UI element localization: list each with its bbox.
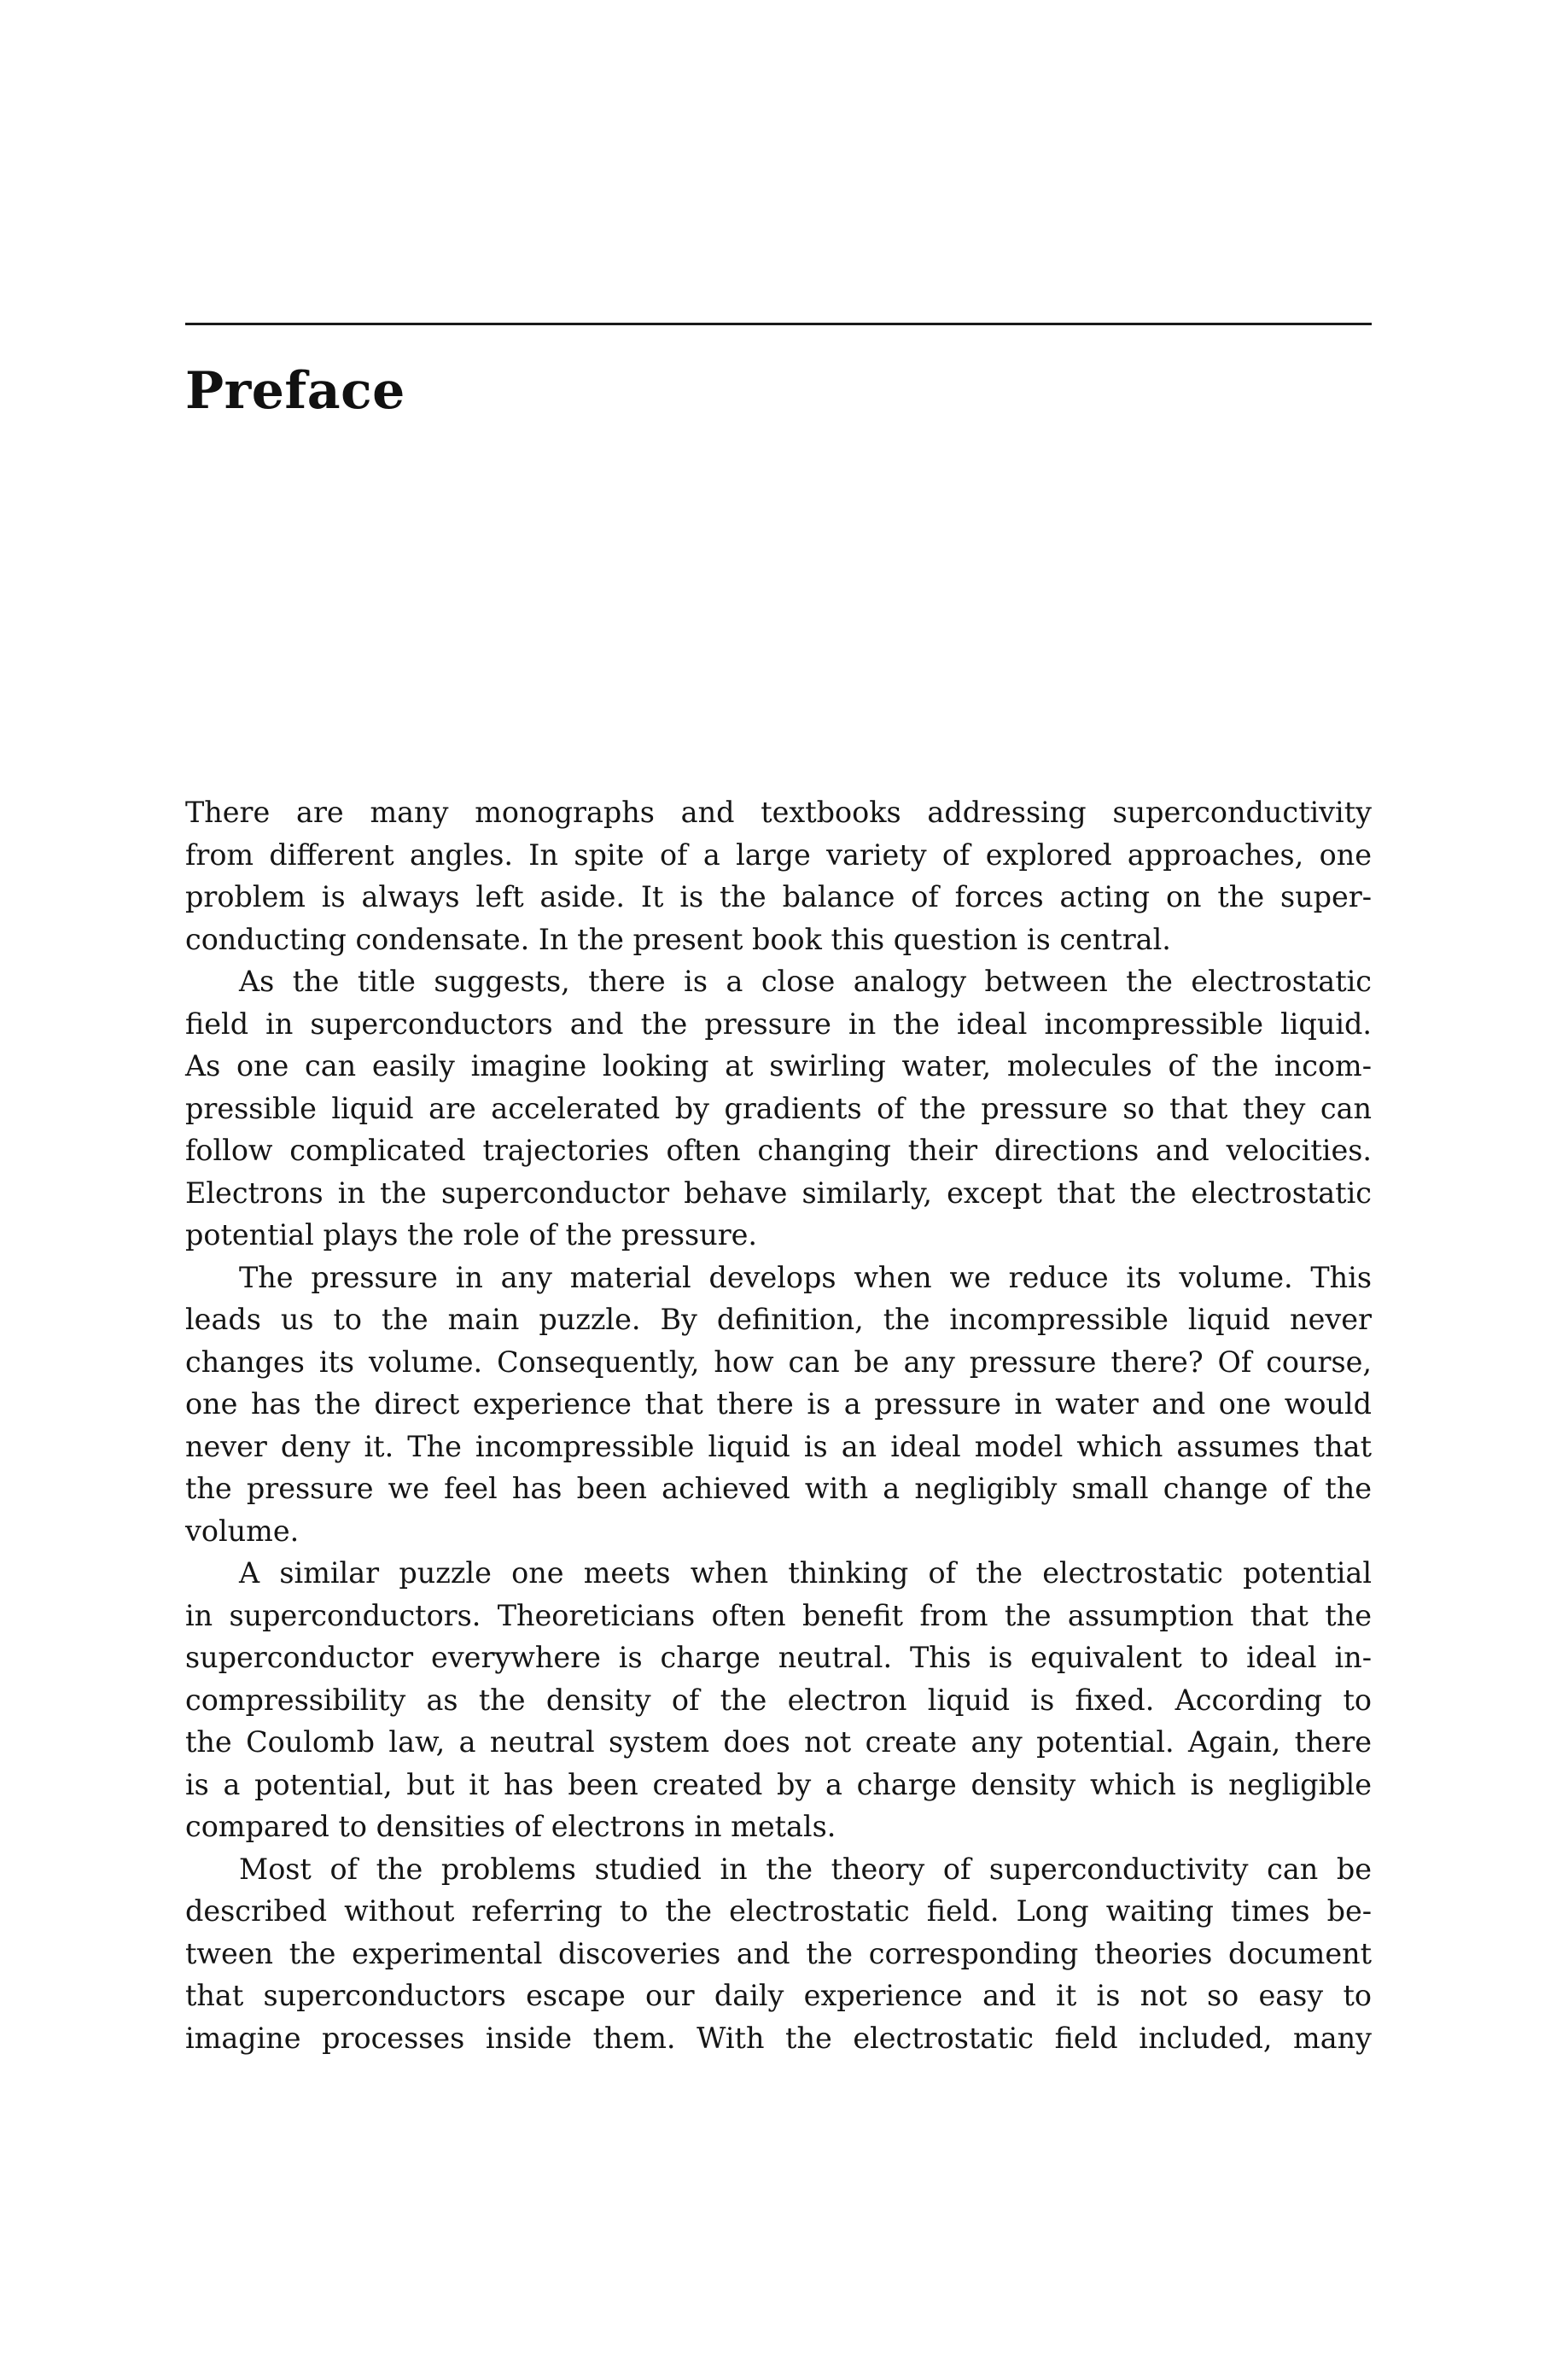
text-line: Electrons in the superconductor behave similarly, except that the electrostatic (185, 1176, 1372, 1210)
text-line: from different angles. In spite of a large variety of explored approaches, one (185, 837, 1372, 872)
text-line: is a potential, but it has been created by a charge density which is negligible (185, 1767, 1372, 1801)
text-line: As one can easily imagine looking at swirling water, molecules of the incom- (185, 1049, 1372, 1082)
text-line: volume. (185, 1514, 300, 1548)
text-line: superconductor everywhere is charge neutral. This is equivalent to ideal in- (185, 1641, 1372, 1674)
text-line: compared to densities of electrons in metals. (185, 1810, 836, 1843)
text-line: pressible liquid are accelerated by gradients of the pressure so that they can (185, 1091, 1372, 1125)
paragraph-3 (185, 1257, 1372, 1553)
text-line: tween the experimental discoveries and the corresponding theories document (185, 1936, 1372, 1970)
paragraph-1 (185, 791, 1372, 960)
text-line: never deny it. The incompressible liquid is an ideal model which assumes that (185, 1429, 1372, 1463)
text-line: imagine processes inside them. With the electrostatic field included, many (185, 2021, 1372, 2055)
paragraph-4 (185, 1552, 1372, 1848)
text-line: follow complicated trajectories often changing their directions and velocities. (185, 1134, 1372, 1167)
paragraph-5 (185, 1848, 1372, 2060)
text-line: one has the direct experience that there is a pressure in water and one would (185, 1387, 1372, 1421)
text-line: As the title suggests, there is a close analogy between the electrostatic (239, 965, 1372, 998)
text-line: Most of the problems studied in the theory of superconductivity can be (239, 1852, 1372, 1886)
text-line: the pressure we feel has been achieved with a negligibly small change of the (185, 1472, 1372, 1505)
text-line: A similar puzzle one meets when thinking of the electrostatic potential (239, 1556, 1372, 1590)
text-line: changes its volume. Consequently, how can be any pressure there? Of course, (185, 1345, 1372, 1379)
paragraph-2 (185, 960, 1372, 1257)
text-line: field in superconductors and the pressure in the ideal incompressible liquid. (185, 1007, 1372, 1041)
text-line: problem is always left aside. It is the balance of forces acting on the super- (185, 880, 1372, 913)
chapter-title: Preface (185, 361, 405, 421)
text-line: in superconductors. Theoreticians often benefit from the assumption that the (185, 1598, 1372, 1632)
text-line: compressibility as the density of the electron liquid is fixed. According to (185, 1683, 1372, 1717)
text-line: conducting condensate. In the present book this question is central. (185, 922, 1171, 956)
text-line: There are many monographs and textbooks addressing superconductivity (185, 796, 1372, 829)
text-line: that superconductors escape our daily experience and it is not so easy to (185, 1979, 1372, 2012)
text-line: The pressure in any material develops when we reduce its volume. This (239, 1260, 1372, 1294)
preface-body (185, 791, 1372, 2059)
text-line: the Coulomb law, a neutral system does not create any potential. Again, there (185, 1725, 1372, 1759)
chapter-rule (185, 323, 1372, 325)
text-line: described without referring to the electrostatic field. Long waiting times be- (185, 1894, 1372, 1928)
text-line: leads us to the main puzzle. By definition, the incompressible liquid never (185, 1303, 1372, 1336)
text-line: potential plays the role of the pressure. (185, 1218, 758, 1252)
